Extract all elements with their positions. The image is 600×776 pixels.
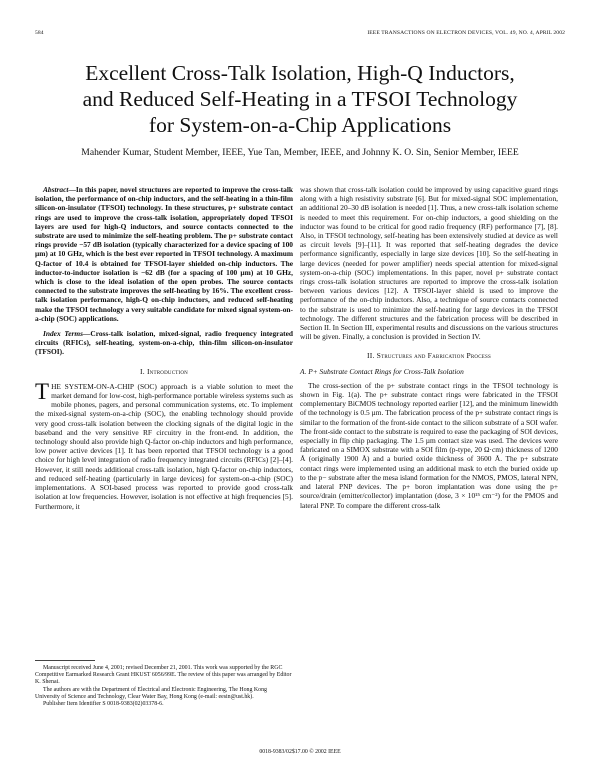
- abstract: [35, 185, 293, 323]
- footnote-divider: [35, 660, 95, 661]
- running-header: [35, 30, 565, 36]
- index-terms-text: Cross-talk isolation, mixed-signal, radio frequency integrated circuits (RFICs), self-heating, system-on-a-chip, thin-film silicon-on-insulator (TFSOI).: [35, 329, 293, 357]
- section-heading-introduction: I. Introduction: [140, 366, 188, 376]
- abstract-lead: Abstract—: [43, 185, 76, 194]
- title-line: for System-on-a-Chip Applications: [148, 113, 452, 137]
- title-line: Excellent Cross-Talk Isolation, High-Q Inductors,: [85, 61, 515, 85]
- title-line: and Reduced Self-Heating in a TFSOI Technology: [82, 87, 518, 111]
- author-list: Mahender Kumar, Student Member, IEEE, Yue Tan, Member, IEEE, and Johnny K. O. Sin, Senior Member, IEEE: [81, 147, 519, 158]
- body-paragraph: The cross-section of the p+ substrate contact rings in the TFSOI technology is shown in Fig. 1(a). The p+ substrate contact rings were fabricated in the TFSOI complementary BiCMOS technology reported earlier [12], and the minimum linewidth of the technology is 0.5 µm. The fabrication process of the p+ substrate contact rings is similar to the formation of the front-side contact to the silicon substrate of a SOI wafer. The front-side contact to the substrate is required to ease the packaging of SOI devices, especially in flip chip packaging. The 1.5 µm contact size was used. The devices were fabricated on a SIMOX substrate with a SOI film (p-type, 20 Ω·cm) thickness of 1200 Å (originally 1900 Å) and a buried oxide thickness of 3600 Å. The p+ substrate contact rings were implemented using an additional mask to etch the buried oxide up to the p− substrate after the mesa island formation for the NMOS, PMOS, lateral NPN, and lateral PNP devices. The p+ boron implantation was done using the p+ source/drain (emitter/collector) implantation (dose, 3 × 10¹⁵ cm⁻²) for the PMOS and lateral PNP. To compare the different cross-talk: [300, 380, 558, 510]
- section-heading-structures: II. Structures and Fabrication Process: [367, 351, 491, 361]
- journal-name: IEEE TRANSACTIONS ON ELECTRON DEVICES, VOL. 49, NO. 4, APRIL 2002: [367, 30, 565, 36]
- subsection-heading: A. P+ Substrate Contact Rings for Cross-Talk Isolation: [300, 366, 464, 376]
- index-terms: [35, 329, 293, 357]
- paper-title: [30, 60, 570, 138]
- abstract-text: In this paper, novel structures are reported to improve the cross-talk isolation, the performance of on-chip inductors, and the self-heating in a thin-film silicon-on-insulator (TFSOI) technology. In these structures, p+ substrate contact rings are used to improve the cross-talk isolation, appropriately doped TFSOI layers are used for high-Q inductors, and source contacts connected to the substrate are used to minimize the self-heating problem. The p+ substrate contact rings provide −57 dB isolation (typically characterized for a device spacing of 100 µm) at 10 GHz, which is the best ever reported in TFSOI technology. A maximum Q-factor of 10.4 is obtained for TFSOI-layer shielded on-chip inductors. The inductor-to-inductor isolation is −62 dB (for a spacing of 100 µm) at 10 GHz, which is close to the ideal isolation of the open probes. The source contacts connected to the substrate improves the self-heating by 16%. The excellent cross-talk isolation performance, high-Q on-chip inductors, and reduced self-heating make the TFSOI technology a very suitable candidate for mixed signal system-on-a-chip (SOC) applications.: [35, 185, 293, 323]
- introduction-text: HE SYSTEM-ON-A-CHIP (SOC) approach is a viable solution to meet the market demand for low-cost, high-performance portable wireless systems such as mobile phones, pagers, and personal communication systems, etc. To implement the mixed-signal system-on-a-chip (SOC), the enabling technology should provide very good cross-talk isolation between the clocking signals of the digital logic in the baseband and the very sensitive RF circuitry in the front-end. In addition, the technology should also provide high Q-factor on-chip inductors and high performance, low power active devices [1]. It has been reported that TFSOI technology is a good choice for high level integration of radio frequency integrated circuits (RFICs) [2]–[4]. However, it still needs additional cross-talk isolation, high Q-factor on-chip inductors, and reduced self-heating (particularly in large devices) for system-on-a-chip (SOC) implementations. A SOI-based process was reported to provide good cross-talk isolation at low frequencies. However, isolation is not effective at high frequencies [5]. Furthermore, it: [35, 381, 293, 511]
- index-terms-lead: Index Terms—: [43, 329, 91, 339]
- drop-cap: T: [35, 378, 50, 404]
- right-column: [300, 185, 558, 510]
- page-number: 584: [35, 30, 44, 36]
- footnote-received: Manuscript received June 4, 2001; revised December 21, 2001. This work was supported by the RGC Competitive Earmarked Research Grant HKUST 6056/99E. The review of this paper was arranged by Editor K. Shenai.: [35, 665, 292, 686]
- copyright-footer: 0018-9383/02$17.00 © 2002 IEEE: [259, 749, 341, 755]
- footnotes: [35, 665, 293, 708]
- footnote-pii: Publisher Item Identifier S 0018-9383(02)03378-6.: [43, 701, 164, 708]
- body-paragraph: was shown that cross-talk isolation could be improved by using capacitive guard rings along with a high resistivity substrate [6]. But for mixed-signal SOC implementation, an additional 20–30 dB isolation is needed [1]. Thus, a new cross-talk isolation scheme is needed to meet this requirement. For on-chip inductors, a good shielding on the inductor was found to be critical for good radio frequency (RF) performance [7], [8]. Also, in TFSOI technology, self-heating has been extensively studied at device as well as circuit levels [9]–[11]. It was reported that self-heating degrades the device performance significantly, especially in large size devices [10]. So the self-heating in large devices (needed for power amplifier) needs special attention for mixed-signal system-on-a-chip (SOC) implementations. In this paper, novel p+ substrate contact rings cross-talk isolation structures are reported to improve the cross-talk isolation between various devices [12]. A TFSOI-layer shield is used to improve the performance of the on-chip inductors. Also, a technique of source contacts connected to the substrate is used to minimize the self-heating for large devices in the TFSOI technology. The different structures and the fabrication process will be described in Section II. In Section III, experimental results and discussions on the various structures will be given. Finally, a conclusion is provided in Section IV.: [300, 185, 558, 342]
- footnote-affiliation: The authors are with the Department of Electrical and Electronic Engineering, The Hong Kong University of Science and Technology, Clear Water Bay, Hong Kong (e-mail: eesin@ust.hk).: [35, 686, 267, 700]
- left-column: [35, 185, 293, 511]
- introduction-paragraph: [35, 378, 293, 511]
